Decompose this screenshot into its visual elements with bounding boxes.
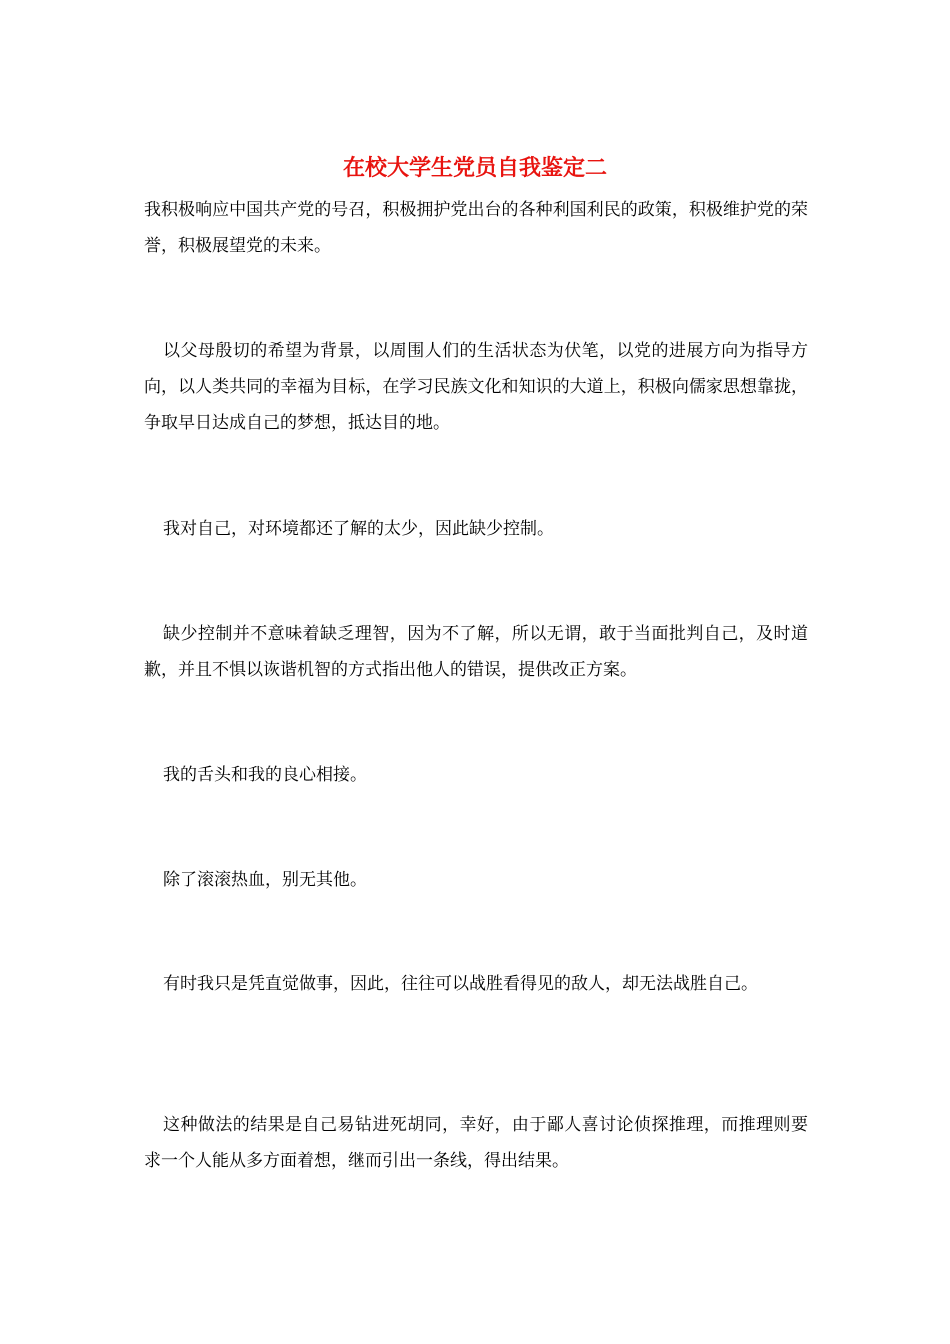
paragraph-4: 缺少控制并不意味着缺乏理智，因为不了解，所以无谓，敢于当面批判自己，及时道歉，并且不惧以诙谐机智的方式指出他人的错误，提供改正方案。 <box>144 624 808 680</box>
paragraph-2: 以父母殷切的希望为背景，以周围人们的生活状态为伏笔，以党的进展方向为指导方向，以人类共同的幸福为目标，在学习民族文化和知识的大道上，积极向儒家思想靠拢，争取早日达成自己的梦想，抵达目的地。 <box>144 341 808 433</box>
paragraph-3: 我对自己，对环境都还了解的太少，因此缺少控制。 <box>163 519 554 539</box>
document-title: 在校大学生党员自我鉴定二 <box>342 155 607 181</box>
paragraph-6: 除了滚滚热血，别无其他。 <box>163 870 367 890</box>
paragraph-8: 这种做法的结果是自己易钻进死胡同，幸好，由于鄙人喜讨论侦探推理，而推理则要求一个人能从多方面着想，继而引出一条线，得出结果。 <box>144 1115 808 1171</box>
paragraph-5: 我的舌头和我的良心相接。 <box>163 765 367 785</box>
paragraph-1: 我积极响应中国共产党的号召，积极拥护党出台的各种利国利民的政策，积极维护党的荣誉，积极展望党的未来。 <box>144 200 808 256</box>
paragraph-7: 有时我只是凭直觉做事，因此，往往可以战胜看得见的敌人，却无法战胜自己。 <box>163 974 758 994</box>
